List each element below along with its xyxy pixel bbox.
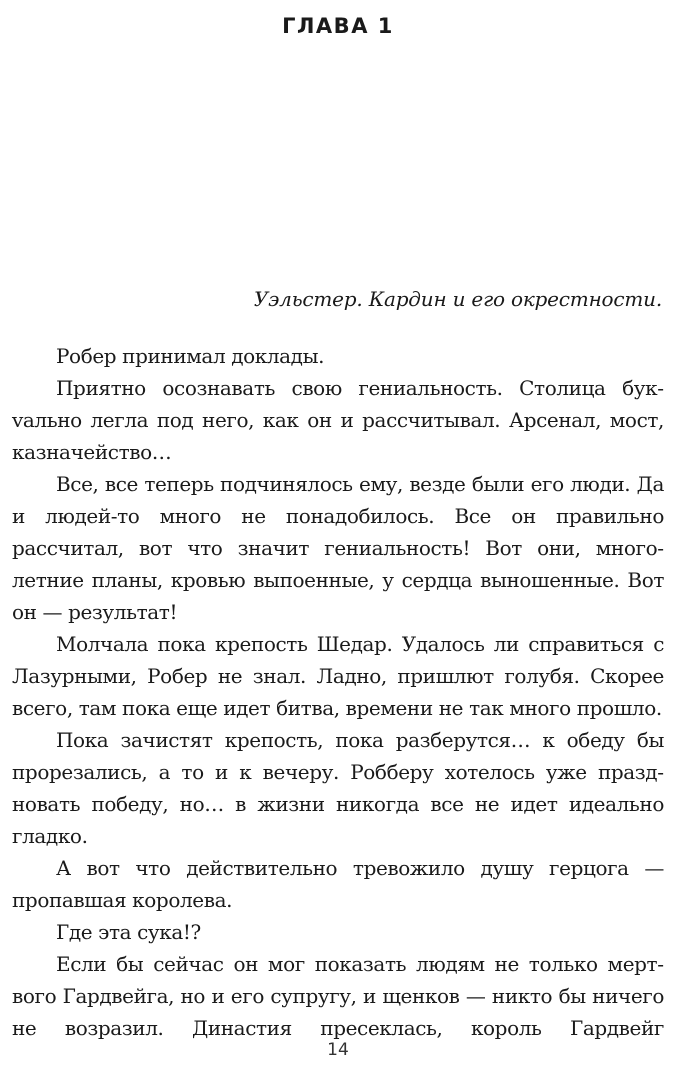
page-number: 14 bbox=[327, 1040, 349, 1060]
chapter-epigraph: Уэльстер. Кардин и его окрестности. bbox=[253, 287, 662, 311]
body-text bbox=[12, 340, 664, 1044]
paragraph-2: Приятно осознавать свою гениальность. Столица букvально легла под него, как он и рассчитывал. Арсенал, мост, казначейство… bbox=[12, 376, 664, 464]
paragraph-3: Все, все теперь подчинялось ему, везде были его люди. Да и людей-то много не понадобилось. Все он правильно рассчитал, вот что значит гениальность! Вот они, многолетние планы, кровью выпоенные, у сердца выношенные. Вот он — результат! bbox=[12, 472, 664, 624]
paragraph-8: Если бы сейчас он мог показать людям не только мертвого Гардвейга, но и его супругу, и щенков — никто бы ничего не возразил. Династия пресеклась, король Гардвейг bbox=[12, 952, 664, 1040]
paragraph-6: А вот что действительно тревожило душу герцога — пропавшая королева. bbox=[12, 856, 664, 912]
paragraph-1: Робер принимал доклады. bbox=[56, 344, 325, 368]
paragraph-5: Пока зачистят крепость, пока разберутся… к обеду бы прорезались, а то и к вечеру. Робберу хотелось уже праздновать победу, но… в жизни никогда все не идет идеально гладко. bbox=[12, 728, 664, 848]
paragraph-4: Молчала пока крепость Шедар. Удалось ли справиться с Лазурными, Робер не знал. Ладно, пришлют голубя. Скорее всего, там пока еще идет битва, времени не так много прошло. bbox=[12, 632, 664, 720]
chapter-title: ГЛАВА 1 bbox=[282, 14, 394, 38]
paragraph-7: Где эта сука!? bbox=[56, 920, 201, 944]
